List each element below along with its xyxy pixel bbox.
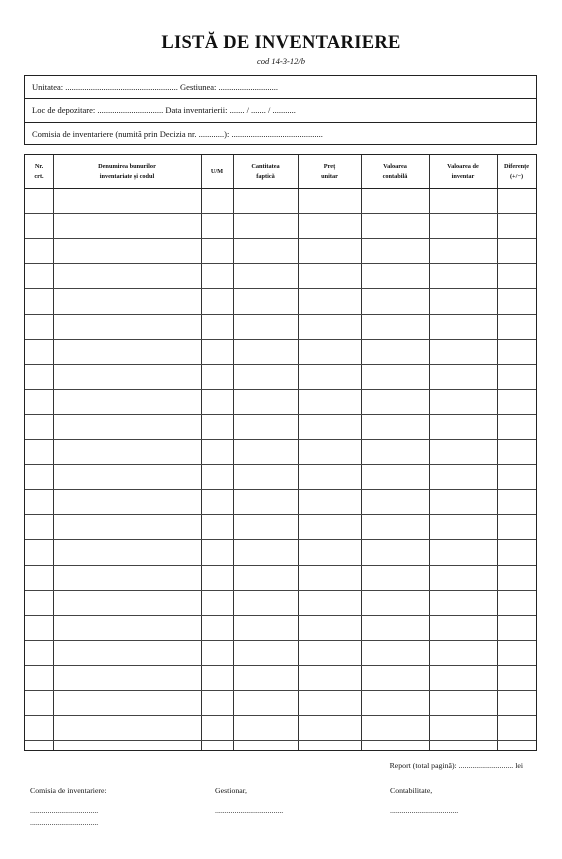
unit-and-management-field[interactable]: Unitatea: ..................................................... Gestiunea: ............................ xyxy=(25,76,536,99)
manager-signature-line[interactable]: ................................... xyxy=(215,806,284,815)
column-header-inventory-value: Valoarea de inventar xyxy=(447,162,479,180)
table-row[interactable] xyxy=(25,389,536,390)
table-row[interactable] xyxy=(25,263,536,264)
commission-signature-label: Comisia de inventariere: xyxy=(30,786,107,795)
column-divider xyxy=(53,155,54,750)
column-divider xyxy=(497,155,498,750)
table-row[interactable] xyxy=(25,615,536,616)
column-divider xyxy=(233,155,234,750)
column-header-um: U/M xyxy=(210,167,224,175)
column-header-name: Denumirea bunurilor inventariate și codul xyxy=(98,162,156,180)
storage-and-date-field[interactable]: Loc de depozitare: ............................... Data inventarierii: ....... / ....... / ........... xyxy=(25,99,536,122)
table-row[interactable] xyxy=(25,238,536,239)
commission-signature-line[interactable]: ................................... xyxy=(30,806,99,815)
column-divider xyxy=(298,155,299,750)
table-row[interactable] xyxy=(25,565,536,566)
column-header-unit-price: Preț unitar xyxy=(321,162,338,180)
table-row[interactable] xyxy=(25,640,536,641)
table-row[interactable] xyxy=(25,740,536,741)
page-title: LISTĂ DE INVENTARIERE xyxy=(161,33,401,53)
inventory-table xyxy=(24,154,537,751)
accounting-signature-label: Contabilitate, xyxy=(390,786,433,795)
column-header-differences: Diferențe (+/−) xyxy=(503,162,530,180)
header-fields-box xyxy=(24,75,537,145)
table-row[interactable] xyxy=(25,314,536,315)
table-row[interactable] xyxy=(25,439,536,440)
table-row[interactable] xyxy=(25,665,536,666)
table-row[interactable] xyxy=(25,213,536,214)
accounting-signature-line[interactable]: ................................... xyxy=(390,806,459,815)
table-row[interactable] xyxy=(25,514,536,515)
column-divider xyxy=(361,155,362,750)
table-row[interactable] xyxy=(25,414,536,415)
table-row[interactable] xyxy=(25,489,536,490)
table-row[interactable] xyxy=(25,364,536,365)
manager-signature-label: Gestionar, xyxy=(215,786,247,795)
column-header-book-value: Valoarea contabilă xyxy=(382,162,408,180)
table-row[interactable] xyxy=(25,539,536,540)
table-row[interactable] xyxy=(25,339,536,340)
table-row[interactable] xyxy=(25,690,536,691)
commission-signature-line[interactable]: ................................... xyxy=(30,818,99,827)
form-code: cod 14-3-12/b xyxy=(257,56,305,66)
column-divider xyxy=(201,155,202,750)
column-header-quantity: Cantitatea faptică xyxy=(251,162,280,180)
table-row[interactable] xyxy=(25,715,536,716)
table-row[interactable] xyxy=(25,590,536,591)
column-divider xyxy=(429,155,430,750)
page-total-report[interactable]: Report (total pagină): ............................ lei xyxy=(389,761,523,770)
column-header-nr: Nr. crt. xyxy=(34,162,44,180)
table-row[interactable] xyxy=(25,464,536,465)
table-row[interactable] xyxy=(25,288,536,289)
header-divider xyxy=(25,188,536,189)
commission-decision-field[interactable]: Comisia de inventariere (numită prin Decizia nr. ............): ........................................... xyxy=(32,128,323,139)
